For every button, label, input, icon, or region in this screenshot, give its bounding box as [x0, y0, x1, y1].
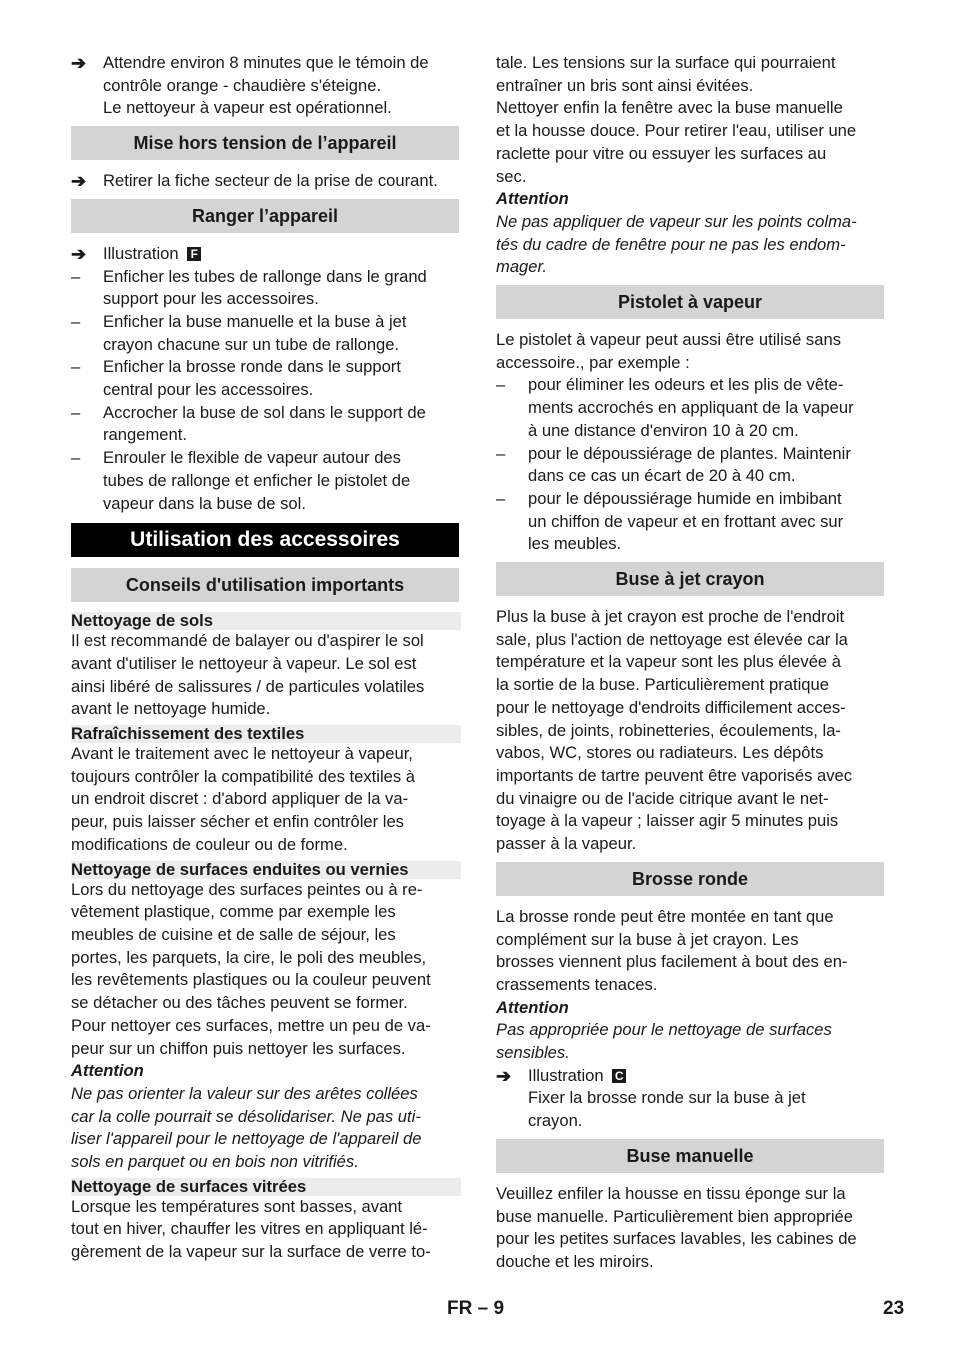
- arrow-icon: ➔: [71, 171, 87, 192]
- dash-bullet: –: [71, 402, 81, 422]
- paragraph-line: pour le nettoyage d'endroits difficilement acces-: [496, 697, 846, 717]
- paragraph-line: tale. Les tensions sur la surface qui pourraient: [496, 53, 836, 72]
- paragraph-line: Pour nettoyer ces surfaces, mettre un peu de va-: [71, 1015, 431, 1035]
- paragraph-line: Nettoyer enfin la fenêtre avec la buse manuelle: [496, 98, 843, 118]
- list-item-line: Enficher la buse manuelle et la buse à jet: [103, 311, 407, 331]
- dash-bullet: –: [496, 375, 506, 395]
- list-item-line: les meubles.: [528, 534, 622, 554]
- list-item: [496, 374, 884, 442]
- dash-bullet: –: [71, 311, 81, 331]
- dash-bullet: –: [71, 266, 81, 286]
- paragraph-line: importants de tartre peuvent être vaporisés avec: [496, 765, 853, 785]
- paragraph-line: entraîner un bris sont ainsi évitées.: [496, 75, 754, 95]
- instruction-text: Fixer la brosse ronde sur la buse à jet: [528, 1088, 806, 1108]
- list-item-line: pour éliminer les odeurs et les plis de vête-: [528, 375, 844, 395]
- arrow-icon: ➔: [71, 53, 87, 73]
- list-item-line: crayon chacune sur un tube de rallonge.: [103, 334, 400, 354]
- paragraph-line: meubles de cuisine et de salle de séjour, les: [71, 924, 396, 944]
- footer-section: FR – 9: [447, 1298, 505, 1319]
- paragraph-line: brosses viennent plus facilement à bout des en-: [496, 952, 848, 972]
- paragraph-line: sec.: [496, 166, 527, 186]
- arrow-icon: ➔: [71, 243, 87, 264]
- paragraph-line: modifications de couleur ou de forme.: [71, 834, 348, 854]
- paragraph-line: du vinaigre ou de l'acide citrique avant le net-: [496, 788, 829, 808]
- list-item-line: Accrocher la buse de sol dans le support de: [103, 402, 426, 422]
- section-heading-manuelle: Buse manuelle: [496, 1139, 884, 1173]
- arrow-icon: ➔: [496, 1065, 512, 1086]
- attention-text-line: Pas appropriée pour le nettoyage de surfaces: [496, 1020, 832, 1040]
- attention-text-line: mager.: [496, 257, 548, 277]
- intro-line: Attendre environ 8 minutes que le témoin de: [103, 53, 429, 72]
- paragraph-line: sale, plus l'action de nettoyage est élevée car la: [496, 629, 848, 649]
- section-heading-crayon: Buse à jet crayon: [496, 562, 884, 596]
- paragraph-line: Lors du nettoyage des surfaces peintes ou à re-: [71, 879, 423, 899]
- illustration-label: Illustration: [103, 243, 179, 263]
- illustration-letter-box: F: [187, 247, 201, 261]
- intro-instruction: [71, 52, 459, 120]
- list-item-line: Enficher les tubes de rallonge dans le grand: [103, 266, 427, 286]
- list-item-line: ments accrochés en appliquant de la vapeur: [528, 398, 854, 418]
- instruction-text: crayon.: [528, 1111, 583, 1131]
- right-column: [496, 52, 884, 1274]
- attention-label: Attention: [496, 997, 569, 1017]
- footer-page-number: 23: [883, 1298, 905, 1319]
- paragraph-line: raclette pour vitre ou essuyer les surfaces au: [496, 143, 827, 163]
- paragraph-line: vêtement plastique, comme par exemple les: [71, 902, 396, 922]
- subheading-sols: Nettoyage de sols: [71, 612, 461, 630]
- paragraph-line: peur sur un chiffon puis nettoyer les surfaces.: [71, 1038, 406, 1058]
- paragraph-line: douche et les miroirs.: [496, 1251, 654, 1271]
- paragraph-line: crassements tenaces.: [496, 974, 658, 994]
- intro-result: Le nettoyeur à vapeur est opérationnel.: [103, 98, 392, 118]
- illustration-label: Illustration: [528, 1065, 604, 1085]
- illustration-line: [103, 243, 459, 266]
- list-item-line: Enrouler le flexible de vapeur autour des: [103, 448, 401, 468]
- paragraph-line: toujours contrôler la compatibilité des textiles à: [71, 766, 416, 786]
- paragraph-line: avant d'utiliser le nettoyeur à vapeur. Le sol est: [71, 653, 417, 673]
- paragraph-line: passer à la vapeur.: [496, 834, 637, 854]
- paragraph-line: Veuillez enfiler la housse en tissu éponge sur la: [496, 1183, 846, 1203]
- chapter-heading-utilisation: Utilisation des accessoires: [71, 523, 459, 557]
- paragraph-line: se détacher ou des tâches peuvent se former.: [71, 993, 408, 1013]
- list-item-line: support pour les accessoires.: [103, 289, 319, 309]
- attention-text-line: tés du cadre de fenêtre pour ne pas les endom-: [496, 234, 846, 254]
- paragraph-line: toyage à la vapeur ; laisser agir 5 minutes puis: [496, 811, 839, 831]
- list-item: [71, 356, 459, 401]
- illustration-reference: [71, 243, 459, 266]
- list-item-line: vapeur dans la buse de sol.: [103, 493, 306, 513]
- list-item: [496, 443, 884, 488]
- paragraph-line: accessoire., par exemple :: [496, 352, 690, 372]
- attention-label: Attention: [71, 1061, 144, 1081]
- list-item: [71, 311, 459, 356]
- attention-text-line: liser l'appareil pour le nettoyage de l'appareil de: [71, 1129, 422, 1149]
- paragraph-line: complément sur la buse à jet crayon. Les: [496, 929, 799, 949]
- attention-text-line: sols en parquet ou en bois non vitrifiés.: [71, 1152, 359, 1172]
- list-item-line: rangement.: [103, 425, 187, 445]
- list-item-line: central pour les accessoires.: [103, 380, 314, 400]
- paragraph-line: tout en hiver, chauffer les vitres en appliquant lé-: [71, 1219, 428, 1239]
- section-heading-brosse: Brosse ronde: [496, 862, 884, 896]
- attention-text-line: Ne pas orienter la valeur sur des arêtes collées: [71, 1083, 418, 1103]
- section-heading-ranger: Ranger l’appareil: [71, 199, 459, 233]
- list-item: [71, 266, 459, 311]
- subheading-vitrees: Nettoyage de surfaces vitrées: [71, 1178, 461, 1196]
- paragraph-line: peur, puis laisser sécher et enfin contrôler les: [71, 812, 404, 832]
- paragraph-line: Avant le traitement avec le nettoyeur à vapeur,: [71, 744, 413, 764]
- illustration-reference: [496, 1065, 884, 1133]
- list-item-line: à une distance d'environ 10 à 20 cm.: [528, 420, 799, 440]
- list-item-line: pour le dépoussiérage de plantes. Maintenir: [528, 443, 851, 463]
- paragraph-line: et la housse douce. Pour retirer l'eau, utiliser une: [496, 121, 857, 141]
- subheading-enduites: Nettoyage de surfaces enduites ou vernies: [71, 861, 461, 879]
- paragraph-line: avant le nettoyage humide.: [71, 699, 271, 719]
- paragraph-line: La brosse ronde peut être montée en tant que: [496, 906, 834, 926]
- paragraph-line: Le pistolet à vapeur peut aussi être utilisé sans: [496, 330, 841, 350]
- paragraph-line: portes, les parquets, la cire, le poli des meubles,: [71, 947, 427, 967]
- instruction-unplug: [71, 170, 459, 193]
- dash-bullet: –: [71, 448, 81, 468]
- list-item-line: Enficher la brosse ronde dans le support: [103, 357, 401, 377]
- left-column: [71, 52, 459, 1264]
- dash-bullet: –: [496, 488, 506, 508]
- attention-text-line: car la colle pourrait se désolidariser. Ne pas uti-: [71, 1106, 421, 1126]
- list-item: [496, 488, 884, 556]
- paragraph-line: température et la vapeur sont les plus élevée à: [496, 652, 841, 672]
- attention-text-line: Ne pas appliquer de vapeur sur les points colma-: [496, 211, 857, 231]
- list-item-line: un chiffon de vapeur et en frottant avec sur: [528, 511, 844, 531]
- paragraph-line: Il est recommandé de balayer ou d'aspirer le sol: [71, 631, 424, 651]
- dash-bullet: –: [496, 443, 506, 463]
- intro-line: contrôle orange - chaudière s'éteigne.: [103, 75, 382, 95]
- list-item-line: tubes de rallonge et enficher le pistolet de: [103, 470, 411, 490]
- paragraph-line: vabos, WC, stores ou radiateurs. Les dépôts: [496, 743, 824, 763]
- list-item-line: dans ce cas un écart de 20 à 40 cm.: [528, 466, 796, 486]
- paragraph-line: buse manuelle. Particulièrement bien appropriée: [496, 1206, 853, 1226]
- paragraph-line: un endroit discret : d'abord appliquer de la va-: [71, 789, 409, 809]
- instruction-text: Retirer la fiche secteur de la prise de courant.: [103, 171, 438, 191]
- section-heading-mise-hors-tension: Mise hors tension de l’appareil: [71, 126, 459, 160]
- paragraph-line: la sortie de la buse. Particulièrement pratique: [496, 675, 829, 695]
- paragraph-line: Lorsque les températures sont basses, avant: [71, 1196, 403, 1216]
- paragraph-line: ainsi libéré de salissures / de particules volatiles: [71, 676, 425, 696]
- paragraph-line: gèrement de la vapeur sur la surface de verre to-: [71, 1242, 431, 1262]
- paragraph-line: pour les petites surfaces lavables, les cabines de: [496, 1229, 857, 1249]
- illustration-letter-box: C: [612, 1069, 626, 1083]
- attention-text-line: sensibles.: [496, 1043, 570, 1063]
- subheading-textiles: Rafraîchissement des textiles: [71, 725, 461, 743]
- attention-label: Attention: [496, 189, 569, 209]
- list-item-line: pour le dépoussiérage humide en imbibant: [528, 488, 842, 508]
- dash-bullet: –: [71, 357, 81, 377]
- paragraph-line: les revêtements plastiques ou la couleur peuvent: [71, 970, 431, 990]
- section-heading-conseils: Conseils d'utilisation importants: [71, 568, 459, 602]
- list-item: [71, 402, 459, 447]
- paragraph-line: sibles, de joints, robinetteries, écoulements, la-: [496, 720, 841, 740]
- illustration-line: [528, 1065, 884, 1088]
- list-item: [71, 447, 459, 515]
- section-heading-pistolet: Pistolet à vapeur: [496, 285, 884, 319]
- paragraph-line: Plus la buse à jet crayon est proche de l'endroit: [496, 607, 845, 627]
